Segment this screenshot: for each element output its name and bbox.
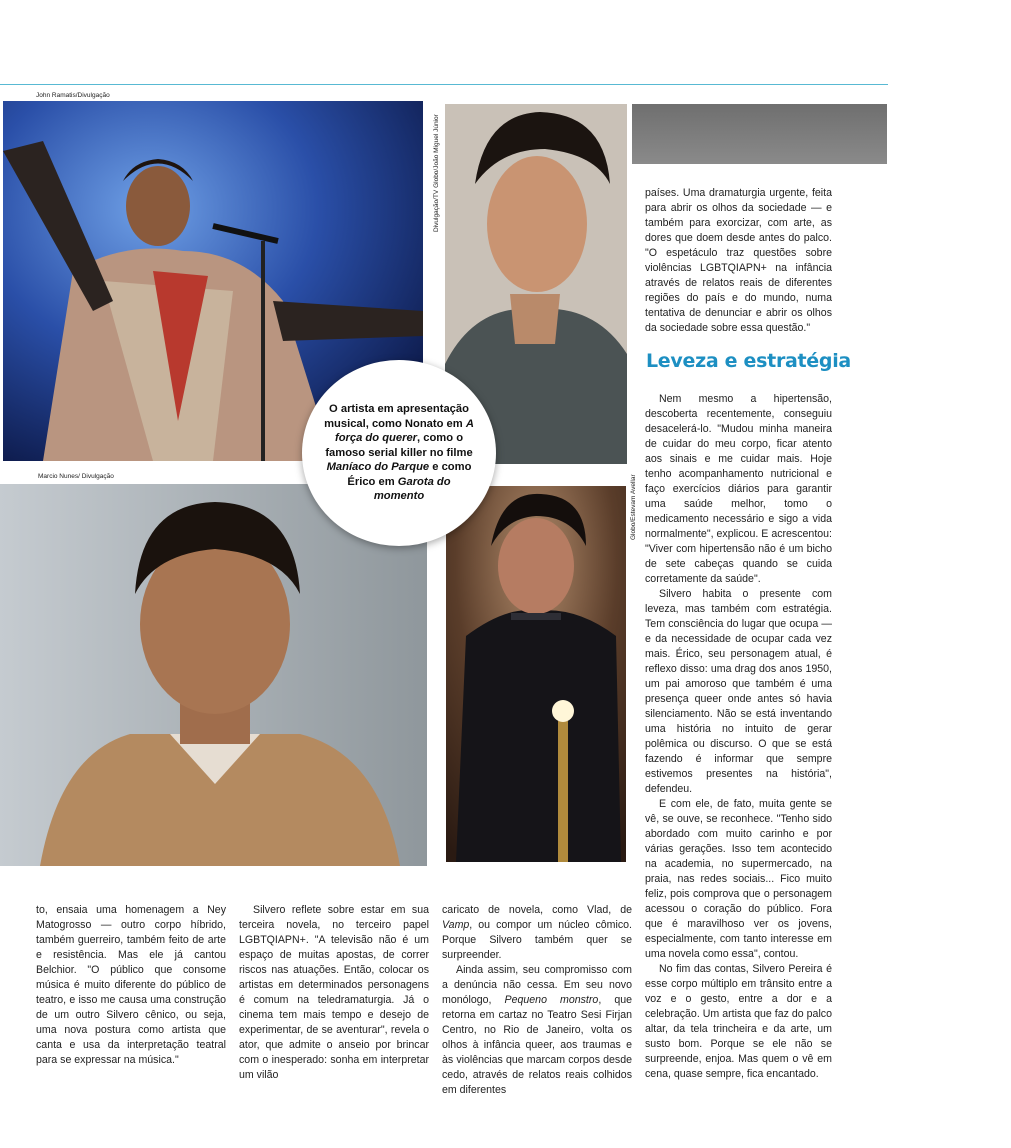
col3-paragraph-2: Ainda assim, seu compromisso com a denúncia não cessa. Em seu novo monólogo, Pequeno monstro, que retorna em cartaz no Teatro Sesi Firjan Centro, no Rio de Janeiro, volta os olhos à infância queer, aos traumas e às violências que marcam corpos desde cedo, através de relatos reais colhidos em diferentes — [442, 964, 632, 1096]
photo-credit-erico: Globo/Estevam Avellar — [630, 474, 637, 540]
article-column-2: Silvero reflete sobre estar em sua terceira novela, no terceiro papel LGBTQIAPN+. "A televisão não é um espaço de muitas apostas, de correr riscos nas atuações. Então, colocar os artistas em determinados personagens é comum na teledramaturgia. Já o cinema tem mais tempo e desejo de experimentar, de se aventurar", revela o ator, que admite o anseio por brincar com o inesperado: sonha em interpretar um vilão — [239, 904, 429, 1081]
top-rule — [0, 84, 888, 85]
erico-drag-photo — [446, 486, 626, 862]
photo-credit-nonato: Divulgação/TV Globo/João Miguel Júnior — [433, 114, 440, 232]
section-heading: Leveza e estratégia — [646, 350, 851, 372]
photo-credit-maniac: Marcio Nunes/ Divulgação — [38, 473, 114, 480]
article-column-3 — [442, 903, 632, 1098]
maniac-film-photo — [0, 484, 427, 866]
decorative-gray-bar — [632, 104, 887, 164]
col3-paragraph-1: caricato de novela, como Vlad, de Vamp, ou compor um núcleo cômico. Porque Silvero também quer se surpreender. — [442, 904, 632, 961]
photo-credit-concert: John Ramatis/Divulgação — [36, 92, 110, 99]
photo-caption: O artista em apresentação musical, como Nonato em A força do querer, como o famoso serial killer no filme Maníaco do Parque e como Érico em Garota do momento — [324, 403, 474, 503]
article-column-1: to, ensaia uma homenagem a Ney Matogrosso — outro corpo híbrido, também guerreiro, também feito de arte e resistência. Mas ele já cantou Belchior. "O público que consome música é muito diferente do público de teatro, e isso me causa uma construção de um outro Silvero cênico, ou seja, uma nova postura como artista que canta e usa da interpretação teatral para se expressar na música." — [36, 904, 226, 1066]
photo-caption-bubble — [302, 360, 496, 546]
article-column-4-top: países. Uma dramaturgia urgente, feita para abrir os olhos da sociedade — e também para exorcizar, com arte, as dores que doem desde antes do palco. "O espetáculo traz questões sobre violências LGBTQIAPN+ na infância através de relatos reais de diferentes regiões do país e do mundo, numa tentativa de denunciar e abrir os olhos da sociedade sobre essa questão." — [645, 187, 832, 334]
article-column-4-bottom: Nem mesmo a hipertensão, descoberta recentemente, conseguiu desacelerá-lo. "Mudou minha maneira de cuidar do meu corpo, ficar atento aos sinais e me cuidar mais. Hoje tenho acompanhamento nutricional e faço exercícios diários para garantir uma saúde melhor, tomo o medicamento necessário e sigo a vida normalmente", explicou. E acrescentou: "Viver com hipertensão não é um bicho de sete cabeças quando se cuida corretamente da saúde". Silvero habita o presente com leveza, mas também com estratégia. Tem consciência do lugar que ocupa — e da necessidade de ocupar cada vez mais. Érico, seu personagem atual, é reflexo disso: uma drag dos anos 1950, um pai amoroso que também é uma presença queer onde antes só havia silenciamento. Não se está inventando uma história no intuito de gerar polêmica ou discurso. O que se está fazendo é informar que sempre estivemos presentes na história", defendeu. E com ele, de fato, muita gente se vê, se ouve, se reconhece. "Tenho sido abordado com muito carinho e por várias gerações. Isso tem acontecido na academia, no supermercado, na praia, nas redes sociais... Fico muito feliz, pois comprova que o personagem acessou o coração do público. Fora que é maravilhoso ver os jovens, especialmente, com tanto interesse em uma novela como essa", contou. No fim das contas, Silvero Pereira é esse corpo múltiplo em trânsito entre a voz e o gesto, entre a dor e a celebração. Um artista que faz do palco altar, da tela trincheira e da arte, um susto bom. Porque se ele não se surpreende, enjoa. Mas quem o vê em cena, quase sempre, fica encantado. — [645, 393, 832, 1080]
